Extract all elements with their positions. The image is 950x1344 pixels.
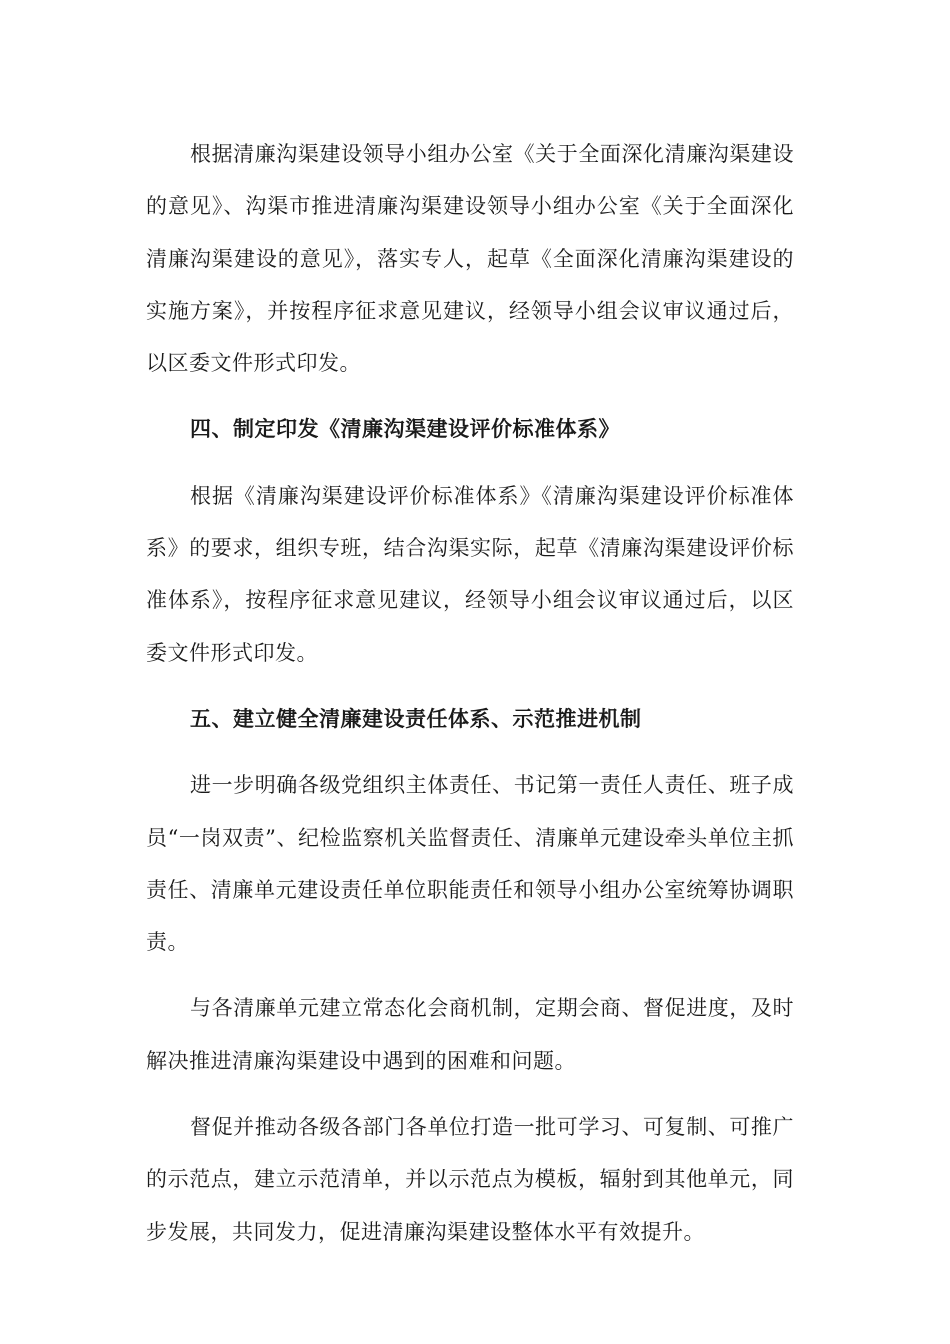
paragraph-responsibility: 进一步明确各级党组织主体责任、书记第一责任人责任、班子成员“一岗双责”、纪检监察机关监督责任、清廉单元建设牵头单位主抓责任、清廉单元建设责任单位职能责任和领导小组办公室统筹协调职责。 <box>146 773 794 955</box>
paragraph-section-4: 根据《清廉沟渠建设评价标准体系》《清廉沟渠建设评价标准体系》的要求，组织专班，结合沟渠实际，起草《清廉沟渠建设评价标准体系》，按程序征求意见建议，经领导小组会议审议通过后，以区委文件形式印发。 <box>146 483 794 665</box>
paragraph-consultation: 与各清廉单元建立常态化会商机制，定期会商、督促进度，及时解决推进清廉沟渠建设中遇到的困难和问题。 <box>146 996 794 1073</box>
section-heading-5: 五、建立健全清廉建设责任体系、示范推进机制 <box>190 705 642 731</box>
paragraph-intro: 根据清廉沟渠建设领导小组办公室《关于全面深化清廉沟渠建设的意见》、沟渠市推进清廉沟渠建设领导小组办公室《关于全面深化清廉沟渠建设的意见》，落实专人，起草《全面深化清廉沟渠建设的实施方案》，并按程序征求意见建议，经领导小组会议审议通过后，以区委文件形式印发。 <box>146 142 794 376</box>
document-body <box>146 128 794 1272</box>
paragraph-demonstration: 督促并推动各级各部门各单位打造一批可学习、可复制、可推广的示范点，建立示范清单，并以示范点为模板，辐射到其他单元，同步发展，共同发力，促进清廉沟渠建设整体水平有效提升。 <box>146 1115 794 1244</box>
section-heading-4: 四、制定印发《清廉沟渠建设评价标准体系》 <box>190 416 620 442</box>
